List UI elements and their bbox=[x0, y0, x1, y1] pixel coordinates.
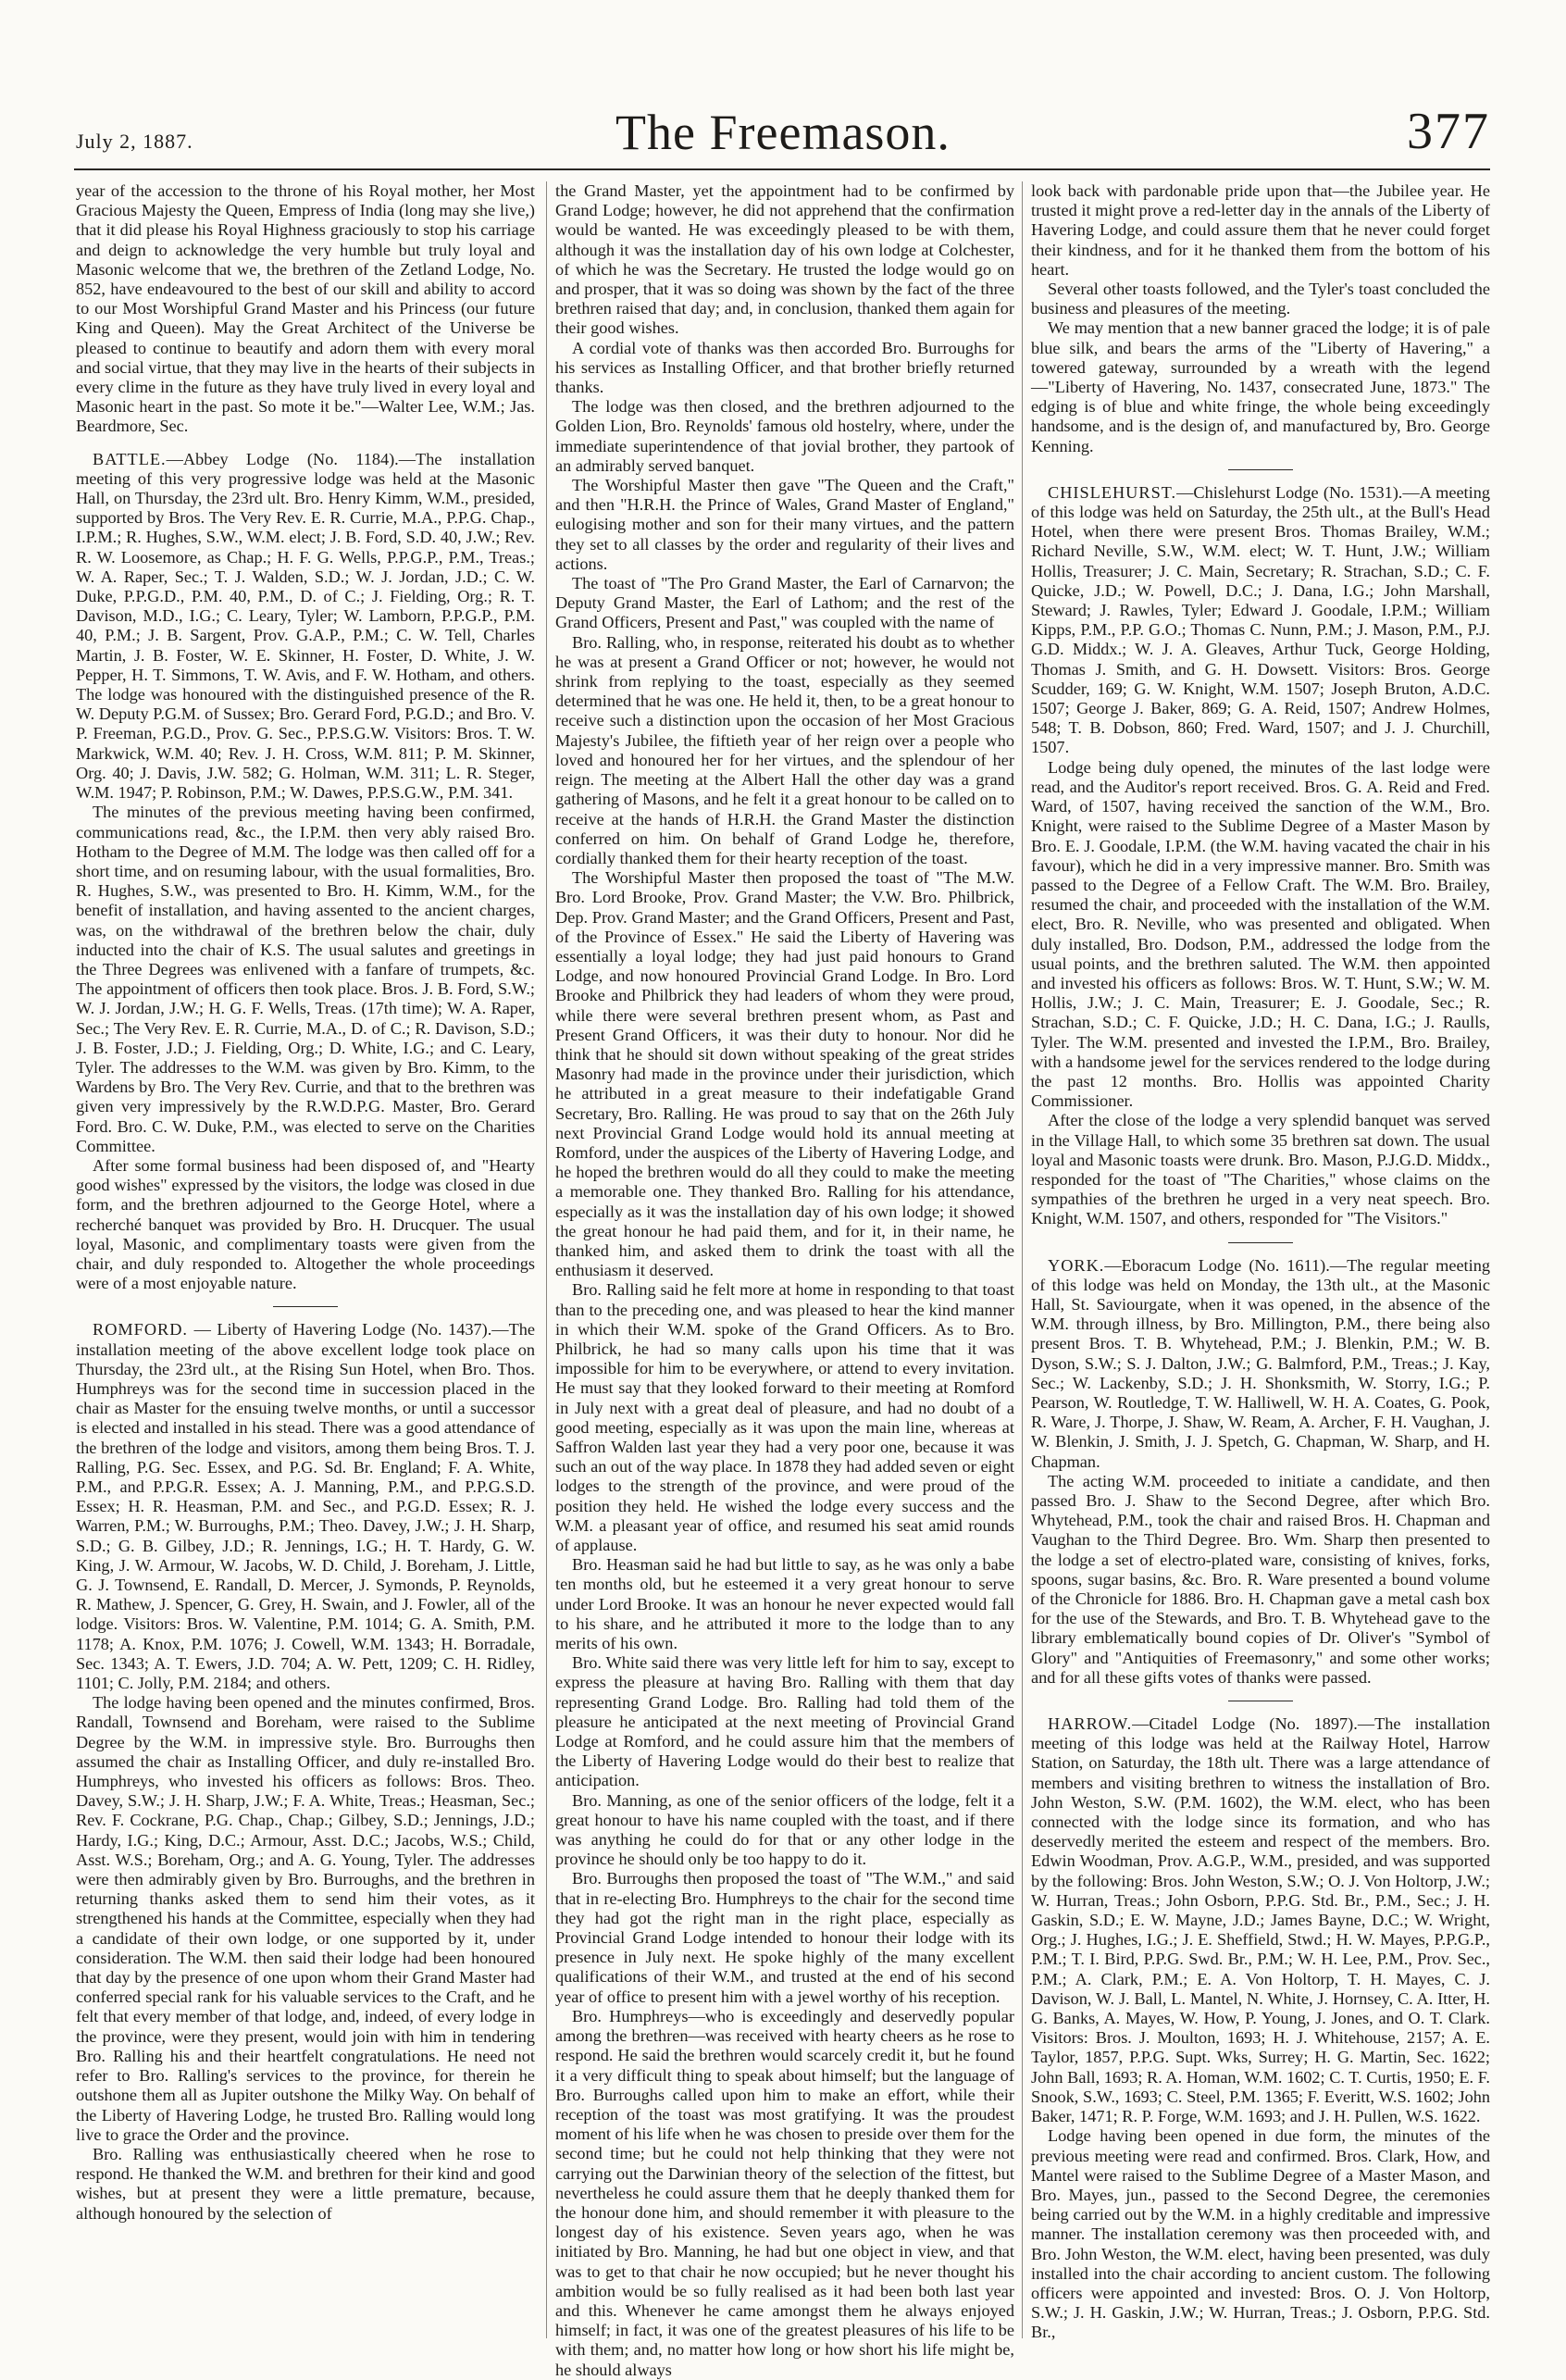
paragraph: Bro. Heasman said he had but little to say, as he was only a babe ten months old, but he esteemed it a very great honour to serve under Lord Brooke. It was an honour he never expected would fall to his share, and he attributed it more to the lodge than to any merits of his own. bbox=[555, 1555, 1014, 1653]
paragraph: The minutes of the previous meeting having been confirmed, communications read, &c., the I.P.M. then very ably raised Bro. Hotham to the Degree of M.M. The lodge was then called off for a short time, and on resuming labour, with the usual formalities, Bro. R. Hughes, S.W., was presented to Bro. H. Kimm, W.M., for the benefit of installation, and having assented to the ancient charges, was, on the withdrawal of the brethren below the chair, duly inducted into the chair of K.S. The usual salutes and greetings in the Three Degrees was enlivened with a fanfare of trumpets, &c. The appointment of officers then took place. Bros. J. B. Ford, S.W.; W. J. Jordan, J.W.; H. G. F. Wells, Treas. (17th time); W. A. Raper, Sec.; The Very Rev. E. R. Currie, M.A., D. of C.; R. Davison, S.D.; J. B. Foster, J.D.; J. Fielding, Org.; D. White, I.G.; and C. Leary, Tyler. The addresses to the W.M. was given by Bro. Kimm, to the Wardens by Bro. The Very Rev. Currie, and that to the brethren was given very impressively by the R.W.D.P.G. Master, Bro. Gerard Ford. Bro. C. W. Duke, P.M., was elected to serve on the Charities Committee. bbox=[76, 803, 535, 1155]
paragraph: The toast of "The Pro Grand Master, the Earl of Carnarvon; the Deputy Grand Master, the Earl of Lathom; and the rest of the Grand Officers, Present and Past," was coupled with the name of bbox=[555, 574, 1014, 632]
column-2 bbox=[555, 181, 1014, 2379]
issue-date: July 2, 1887. bbox=[76, 130, 193, 153]
paragraph: The lodge was then closed, and the brethren adjourned to the Golden Lion, Bro. Reynolds' famous old hostelry, where, under the immediate superintendence of that jovial brother, they partook of an admirably served banquet. bbox=[555, 397, 1014, 475]
section-divider bbox=[1228, 1242, 1293, 1243]
article-heading: HARROW. bbox=[1048, 1714, 1133, 1734]
paragraph: Bro. Humphreys—who is exceedingly and deservedly popular among the brethren—was received with hearty cheers as he rose to respond. He said the brethren would scarcely credit it, but he found it a very difficult thing to speak about himself; but the language of Bro. Burroughs called upon him to make an effort, while their reception of the toast was most gratifying. It was the proudest moment of his life when he was chosen to preside over them for the second time; but he could not help thinking that they were not carrying out the Darwinian theory of the selection of the fittest, but nevertheless he could assure them that he deeply thanked them for the honour done him, and should remember it with pleasure to the longest day of his existence. Seven years ago, when he was initiated by Bro. Manning, he had but one object in view, and that was to get to that chair he now occupied; but he never thought his ambition would be so fully realised as it had been both last year and this. Whenever he came amongst them he always enjoyed himself; in fact, it was one of the greatest pleasures of his life to be with them; and, no matter how long or how short his life might be, he should always bbox=[555, 2006, 1014, 2379]
paragraph: The Worshipful Master then proposed the toast of "The M.W. Bro. Lord Brooke, Prov. Grand Master; the V.W. Bro. Philbrick, Dep. Prov. Grand Master; and the Grand Officers, Present and Past, of the Province of Essex." He said the Liberty of Havering was essentially a loyal lodge; they had just paid honours to Grand Lodge, and now honoured Provincial Grand Lodge. In Bro. Lord Brooke and Philbrick they had leaders of whom they were proud, while there were several brethren present whom, as Past and Present Grand Officers, it was their duty to honour. Nor did he think that he should sit down without speaking of the great strides Masonry had made in the province under their jurisdiction, which he attributed in a great measure to their indefatigable Grand Secretary, Bro. Ralling. He was proud to say that on the 26th July next Provincial Grand Lodge would hold its annual meeting at Romford, under the auspices of the Liberty of Havering Lodge, and he hoped the brethren would do all they could to make the meeting a memorable one. They thanked Bro. Ralling for his attendance, especially as it was the installation day of his own lodge; it showed the great honour he had paid them, and for it, in their name, he thanked him, and asked them to drink the toast with all the enthusiasm it deserved. bbox=[555, 868, 1014, 1280]
article-heading: ROMFORD. bbox=[93, 1320, 188, 1340]
paragraph: Lodge being duly opened, the minutes of the last lodge were read, and the Auditor's report received. Bros. G. A. Reid and Fred. Ward, of 1507, having received the sanction of the W.M., Bro. Knight, were raised to the Sublime Degree of a Master Mason by Bro. E. J. Goodale, I.P.M. (the W.M. having vacated the chair in his favour), which he did in a very impressive manner. Bro. Smith was passed to the Degree of a Fellow Craft. The W.M. Bro. Brailey, resumed the chair, and proceeded with the installation of the W.M. elect, Bro. R. Neville, who was presented and obligated. When duly installed, Bro. Dodson, P.M., addressed the lodge from the usual points, and the brethren saluted. The W.M. then appointed and invested his officers as follows: Bros. W. T. Hunt, S.W.; W. M. Hollis, J.W.; J. C. Main, Treasurer; E. J. Goodale, Sec.; R. Strachan, S.D.; C. F. Quicke, J.D.; H. C. Dana, I.G.; J. Raulls, Tyler. The W.M. presented and invested the I.P.M., Bro. Brailey, with a handsome jewel for the services rendered to the lodge during the past 12 months. Bro. Hollis was appointed Charity Commissioner. bbox=[1031, 757, 1490, 1111]
section-divider bbox=[273, 1306, 338, 1307]
masthead-rule bbox=[74, 168, 1490, 170]
article-york bbox=[1031, 1256, 1490, 1472]
paragraph: year of the accession to the throne of his Royal mother, her Most Gracious Majesty the Queen, Empress of India (long may she live,) that it did please his Royal Highness graciously to stop his carriage and deign to acknowledge the very humble but truly loyal and Masonic welcome that we, the brethren of the Zetland Lodge, No. 852, have endeavoured to the best of our skill and ability to accord to our Most Worshipful Grand Master and his Princess (our future King and Queen). May the Great Architect of the Universe be pleased to continue to beautify and adorn them with every moral and social virtue, that they may live in the hearts of their subjects in every clime in the future as they have truly lived in every loyal and Masonic heart in the past. So mote it be."—Walter Lee, W.M.; Jas. Beardmore, Sec. bbox=[76, 181, 535, 436]
paragraph: Bro. Ralling was enthusiastically cheered when he rose to respond. He thanked the W.M. and brethren for their kind and good wishes, but at present they were a little premature, because, although honoured by the selection of bbox=[76, 2144, 535, 2223]
column-3 bbox=[1031, 181, 1490, 2348]
paragraph: The Worshipful Master then gave "The Queen and the Craft," and then "H.R.H. the Prince of Wales, Grand Master of England," eulogising mother and son for their many virtues, and the pattern they set to all classes by the order and regularity of their lives and actions. bbox=[555, 476, 1014, 573]
column-rule bbox=[546, 181, 547, 2338]
section-divider bbox=[1228, 469, 1293, 470]
paragraph: Lodge having been opened in due form, the minutes of the previous meeting were read and confirmed. Bros. Clark, How, and Mantel were raised to the Sublime Degree of a Master Mason, and Bro. Mayes, jun., passed to the Second Degree, the ceremonies being carried out by the W.M. in a highly creditable and impressive manner. The installation ceremony was then proceeded with, and Bro. John Weston, the W.M. elect, having been presented, was duly installed into the chair according to ancient custom. The following officers were appointed and invested: Bros. O. J. Von Holtorp, S.W.; J. H. Gaskin, J.W.; W. Hurran, Treas.; J. Osborn, P.P.G. Std. Br., bbox=[1031, 2126, 1490, 2342]
paragraph: The lodge having been opened and the minutes confirmed, Bros. Randall, Townsend and Boreham, were raised to the Sublime Degree by the W.M. in impressive style. Bro. Burroughs then assumed the chair as Installing Officer, and duly re-installed Bro. Humphreys, who invested his officers as follows: Bros. Theo. Davey, S.W.; J. H. Sharp, J.W.; F. A. White, Treas.; Heasman, Sec.; Rev. F. Cockrane, P.G. Chap., Chap.; Gilbey, S.D.; Jennings, J.D.; Hardy, I.G.; King, D.C.; Armour, Asst. D.C.; Jacobs, W.S.; Child, Asst. W.S.; Boreham, Org.; and A. G. Young, Tyler. The addresses were then admirably given by Bro. Burroughs, and the brethren in returning thanks asked them to send him their votes, as it strengthened his hands at the Committee, especially when they had a candidate of their own lodge, or one supported by it, under consideration. The W.M. then said their lodge had been honoured that day by the presence of one upon whom their Grand Master had conferred special rank for his valuable services to the Craft, and he felt that every member of that lodge, and, indeed, of every lodge in the province, were they present, would join with him in tendering Bro. Ralling his and their heartfelt congratulations. He need not refer to Bro. Ralling's services to the province, for therein he outshone them all as Jupiter outshone the Milky Way. On behalf of the Liberty of Havering Lodge, he trusted Bro. Ralling would long live to grace the Order and the province. bbox=[76, 1693, 535, 2144]
paragraph: A cordial vote of thanks was then accorded Bro. Burroughs for his services as Installing Officer, and that brother briefly returned thanks. bbox=[555, 338, 1014, 397]
paragraph: Bro. Manning, as one of the senior officers of the lodge, felt it a great honour to have his name coupled with the toast, and if there was anything he could do for that or any other lodge in the province he should only be too happy to do it. bbox=[555, 1790, 1014, 1869]
column-rule bbox=[1022, 181, 1023, 2338]
paragraph: Several other toasts followed, and the Tyler's toast concluded the business and pleasures of the meeting. bbox=[1031, 280, 1490, 318]
article-romford bbox=[76, 1320, 535, 1693]
paragraph: We may mention that a new banner graced the lodge; it is of pale blue silk, and bears the arms of the "Liberty of Havering," a towered gateway, surrounded by a wreath with the legend—"Liberty of Havering, No. 1437, consecrated June, 1873." The edging is of blue and white fringe, the whole being exceedingly handsome, and is the design of, and manufactured by, Bro. George Kenning. bbox=[1031, 318, 1490, 455]
article-heading: CHISLEHURST. bbox=[1048, 482, 1177, 502]
article-chislehurst bbox=[1031, 483, 1490, 758]
paragraph: Bro. Ralling said he felt more at home in responding to that toast than to the preceding one, and was pleased to hear the kind manner in which their W.M. spoke of the Grand Officers. As to Bro. Philbrick, he had so many calls upon his time that it was impossible for him to be everywhere, or attend to every invitation. He must say that they looked forward to their meeting at Romford in July next with a great deal of pleasure, and had no doubt of a good meeting, especially as it was upon the main line, whereas at Saffron Walden last year they had a very poor one, because it was such an out of the way place. In 1878 they had added seven or eight lodges to the strength of the province, and were proud of the position they held. He wished the lodge every success and the W.M. a pleasant year of office, and resumed his seat amid rounds of applause. bbox=[555, 1280, 1014, 1555]
article-lead: —Eboracum Lodge (No. 1611).—The regular meeting of this lodge was held on Monday, the 13th ult., at the Masonic Hall, St. Saviourgate, when it was opened, in the absence of the W.M. through illness, by Bro. Millington, P.M., there being also present Bros. T. B. Whytehead, P.M.; J. Blenkin, P.M.; W. B. Dyson, S.W.; S. J. Dalton, J.W.; G. Balmford, P.M., Treas.; J. Kay, Sec.; W. Lackenby, S.D.; J. H. Shonksmith, W. Storry, I.G.; P. Pearson, W. Routledge, T. W. Halliwell, W. H. A. Coates, G. Pook, R. Ware, J. Thorpe, J. Shaw, W. Ream, A. Archer, F. H. Vaughan, J. W. Blenkin, J. Smith, J. J. Spetch, G. Chapman, W. Sharp, and H. Chapman. bbox=[1031, 1255, 1490, 1471]
article-lead: — Liberty of Havering Lodge (No. 1437).—The installation meeting of the above excellent lodge took place on Thursday, the 23rd ult., at the Rising Sun Hotel, when Bro. Thos. Humphreys was for the second time in succession placed in the chair as Master for the ensuing twelve months, or until a successor is elected and installed in his stead. There was a good attendance of the brethren of the lodge and visitors, among them being Bros. T. J. Ralling, P.G. Sec. Essex, and P.G. Sd. Br. England; F. A. White, P.M., and P.P.G.R. Essex; A. J. Manning, P.M., and P.P.G.S.D. Essex; H. R. Heasman, P.M. and Sec., and P.G.D. Essex; R. J. Warren, P.M.; W. Burroughs, P.M.; Theo. Davey, J.W.; J. H. Sharp, S.D.; G. B. Gilbey, J.D.; R. Jennings, I.G.; H. T. Hardy, G. W. King, J. W. Armour, W. Jacobs, W. D. Child, J. Boreham, J. Little, G. J. Townsend, E. Randall, D. Mercer, J. Symonds, P. Reynolds, R. Mathew, J. Spencer, G. Grey, H. Swain, and J. Fowler, all of the lodge. Visitors: Bros. W. Valentine, P.M. 1014; G. A. Smith, P.M. 1178; A. Knox, P.M. 1076; J. Cowell, W.M. 1343; H. Borradale, Sec. 1343; A. T. Ewers, J.D. 704; A. W. Pett, 1209; C. H. Ridley, 1101; C. Jolly, P.M. 2184; and others. bbox=[76, 1320, 535, 1693]
paragraph: Bro. Ralling, who, in response, reiterated his doubt as to whether he was at present a Grand Officer or not; however, he would not shrink from replying to the toast, especially as they seemed determined that he was one. He held it, then, to be a great honour to receive such a distinction upon the occasion of her Most Gracious Majesty's Jubilee, the fiftieth year of her reign over a people who loved and honoured her for her virtues, and the splendour of her reign. The meeting at the Albert Hall the other day was a grand gathering of Masons, and he felt it a great honour to be called on to receive at the hands of H.R.H. the Grand Master the distinction conferred on him. On behalf of Grand Lodge he, therefore, cordially thanked them for their hearty reception of the toast. bbox=[555, 632, 1014, 867]
paragraph: the Grand Master, yet the appointment had to be confirmed by Grand Lodge; however, he did not apprehend that the confirmation would be wanted. He was exceedingly pleased to be with them, although it was the installation day of his own lodge at Colchester, of which he was the Secretary. He trusted the lodge would go on and prosper, that it was so doing was shown by the fact of the three brethren raised that day; and, in conclusion, thanked them again for their good wishes. bbox=[555, 181, 1014, 338]
paragraph: Bro. White said there was very little left for him to say, except to express the pleasure at having Bro. Ralling with them that day representing Grand Lodge. Bro. Ralling had told them of the pleasure he anticipated at the next meeting of Provincial Grand Lodge at Romford, and he could assure him that the members of the Liberty of Havering Lodge would do their best to realize that anticipation. bbox=[555, 1653, 1014, 1790]
article-battle bbox=[76, 450, 535, 804]
page-number: 377 bbox=[1407, 103, 1490, 160]
paragraph: look back with pardonable pride upon that—the Jubilee year. He trusted it might prove a red-letter day in the annals of the Liberty of Havering Lodge, and could assure them that he never could forget their kindness, and for it he thanked them from the bottom of his heart. bbox=[1031, 181, 1490, 279]
paragraph: Bro. Burroughs then proposed the toast of "The W.M.," and said that in re-electing Bro. Humphreys to the chair for the second time they had got the right man in the right place, especially as Provincial Grand Lodge intended to honour their lodge with its presence in July next. He spoke highly of the many excellent qualifications of their W.M., and trusted at the end of his second year of office to present him with a jewel worthy of his reception. bbox=[555, 1869, 1014, 2006]
newspaper-title: The Freemason. bbox=[615, 105, 951, 160]
article-lead: —Chislehurst Lodge (No. 1531).—A meeting of this lodge was held on Saturday, the 25th ult., at the Bull's Head Hotel, when there were present Bros. Thomas Brailey, W.M.; Richard Neville, S.W., W.M. elect; W. T. Hunt, J.W.; William Hollis, Treasurer; J. C. Main, Secretary; R. Strachan, S.D.; C. F. Quicke, J.D.; W. Powell, D.C.; J. Dana, I.G.; John Marshall, Steward; J. Rawles, Tyler; Edward J. Goodale, I.P.M.; William Kipps, P.M., P.P. G.O.; Thomas C. Nunn, P.M.; J. Mason, P.M., P.J. G.D. Middx.; W. J. A. Gleaves, Arthur Tuck, George Holding, Thomas J. Smith, and G. H. Dowsett. Visitors: Bros. George Scudder, 169; G. W. Knight, W.M. 1507; Joseph Bruton, A.D.C. 1507; George J. Baker, 869; G. A. Reid, 1507; Andrew Holmes, 548; T. B. Dobson, 860; Fred. Ward, 1507; and J. J. Churchill, 1507. bbox=[1031, 482, 1490, 757]
article-lead: —Abbey Lodge (No. 1184).—The installation meeting of this very progressive lodge was held at the Masonic Hall, on Thursday, the 23rd ult. Bro. Henry Kimm, W.M., presided, supported by Bros. The Very Rev. E. R. Currie, M.A., P.P.G. Chap., I.P.M.; R. Hughes, S.W., W.M. elect; J. B. Ford, S.D. 40, J.W.; Rev. R. W. Loosemore, as Chap.; H. F. G. Wells, P.P.G.P., P.M., Treas.; W. A. Raper, Sec.; T. J. Walden, S.D.; W. J. Jordan, J.D.; C. W. Duke, P.P.G.D., P.M. 40, P.M., D. of C.; J. Fielding, Org.; R. T. Davison, M.D., I.G.; C. Leary, Tyler; W. Lamborn, P.P.G.P., P.M. 40, P.M.; J. B. Sargent, Prov. G.A.P., P.M.; C. W. Tell, Charles Martin, J. B. Foster, W. E. Skinner, H. Foster, D. White, J. W. Pepper, H. T. Simmons, T. W. Avis, and F. W. Hotham, and others. The lodge was honoured with the distinguished presence of the R. W. Deputy P.G.M. of Sussex; Bro. Gerard Ford, P.G.D.; and Bro. V. P. Freeman, P.G.D., Prov. G. Sec., P.P.S.G.W. Visitors: Bros. T. W. Markwick, W.M. 40; Rev. J. H. Cross, W.M. 811; P. M. Skinner, Org. 40; J. Davis, J.W. 582; G. Holman, W.M. 311; L. R. Steger, W.M. 1947; P. Robinson, P.M.; W. Dawes, P.P.S.G.W., P.M. 341. bbox=[76, 449, 535, 803]
paragraph: The acting W.M. proceeded to initiate a candidate, and then passed Bro. J. Shaw to the Second Degree, after which Bro. Whytehead, P.M., took the chair and raised Bros. H. Chapman and Vaughan to the Third Degree. Bro. Wm. Sharp then presented to the lodge a set of electro-plated ware, consisting of knives, forks, spoons, sugar basins, &c. Bro. R. Ware presented a bound volume of the Chronicle for 1886. Bro. H. Chapman gave a metal cash box for the use of the Stewards, and Bro. T. B. Whytehead gave to the library emblematically bound copies of Dr. Oliver's "Symbol of Glory" and "Antiquities of Freemasonry," and some other works; and for all these gifts votes of thanks were passed. bbox=[1031, 1471, 1490, 1687]
paragraph: After some formal business had been disposed of, and "Hearty good wishes" expressed by the visitors, the lodge was closed in due form, and the brethren adjourned to the George Hotel, where a recherché banquet was provided by Bro. H. Drucquer. The usual loyal, Masonic, and complimentary toasts were given from the chair, and duly responded to. Altogether the whole proceedings were of a most enjoyable nature. bbox=[76, 1155, 535, 1293]
column-1 bbox=[76, 181, 535, 2348]
masthead bbox=[0, 0, 1566, 171]
article-heading: YORK. bbox=[1048, 1255, 1105, 1275]
article-harrow bbox=[1031, 1714, 1490, 2126]
article-heading: BATTLE. bbox=[93, 449, 167, 468]
paragraph: After the close of the lodge a very splendid banquet was served in the Village Hall, to which some 35 brethren sat down. The usual loyal and Masonic toasts were drunk. Bro. Mason, P.J.G.D. Middx., responded for the toast of "The Charities," whose claims on the sympathies of the brethren he urged in a very neat speech. Bro. Knight, W.M. 1507, and others, responded for "The Visitors." bbox=[1031, 1111, 1490, 1228]
article-lead: —Citadel Lodge (No. 1897).—The installation meeting of this lodge was held at the Railway Hotel, Harrow Station, on Saturday, the 18th ult. There was a large attendance of members and visiting brethren to witness the installation of Bro. John Weston, S.W. (P.M. 1602), the W.M. elect, who has been connected with the lodge since its formation, and who has deservedly merited the esteem and respect of the members. Bro. Edwin Woodman, Prov. A.G.P., W.M., presided, and was supported by the following: Bros. John Weston, S.W.; O. J. Von Holtorp, J.W.; W. Hurran, Treas.; John Osborn, P.P.G. Std. Br., P.M., Sec.; J. H. Gaskin, S.D.; E. W. Mayne, J.D.; James Bayne, D.C.; W. Wright, Org.; J. Hughes, I.G.; J. E. Sheffield, Stwd.; H. W. Mayes, P.P.G.P., P.M.; T. I. Bird, P.P.G. Swd. Br., P.M.; W. H. Lee, P.M., Prov. Sec., P.M.; A. Clark, P.M.; E. A. Von Holtorp, T. H. Mayes, C. J. Davison, W. J. Ball, L. Mantel, N. White, J. Hornsey, C. A. Itter, H. G. Banks, A. Mayes, W. How, P. Young, J. Jones, and O. T. Clark. Visitors: Bros. J. Moulton, 1693; H. J. Whitehouse, 2157; A. E. Taylor, 1857, P.P.G. Supt. Wks, Surrey; H. G. Martin, Sec. 1622; John Ball, 1693; R. A. Homan, W.M. 1602; C. T. Curtis, 1950; E. F. Snook, S.W., 1693; C. Steel, P.M. 1365; F. Everitt, W.S. 1602; John Baker, 1471; R. P. Forge, W.M. 1693; and J. H. Pullen, W.S. 1622. bbox=[1031, 1714, 1490, 2126]
